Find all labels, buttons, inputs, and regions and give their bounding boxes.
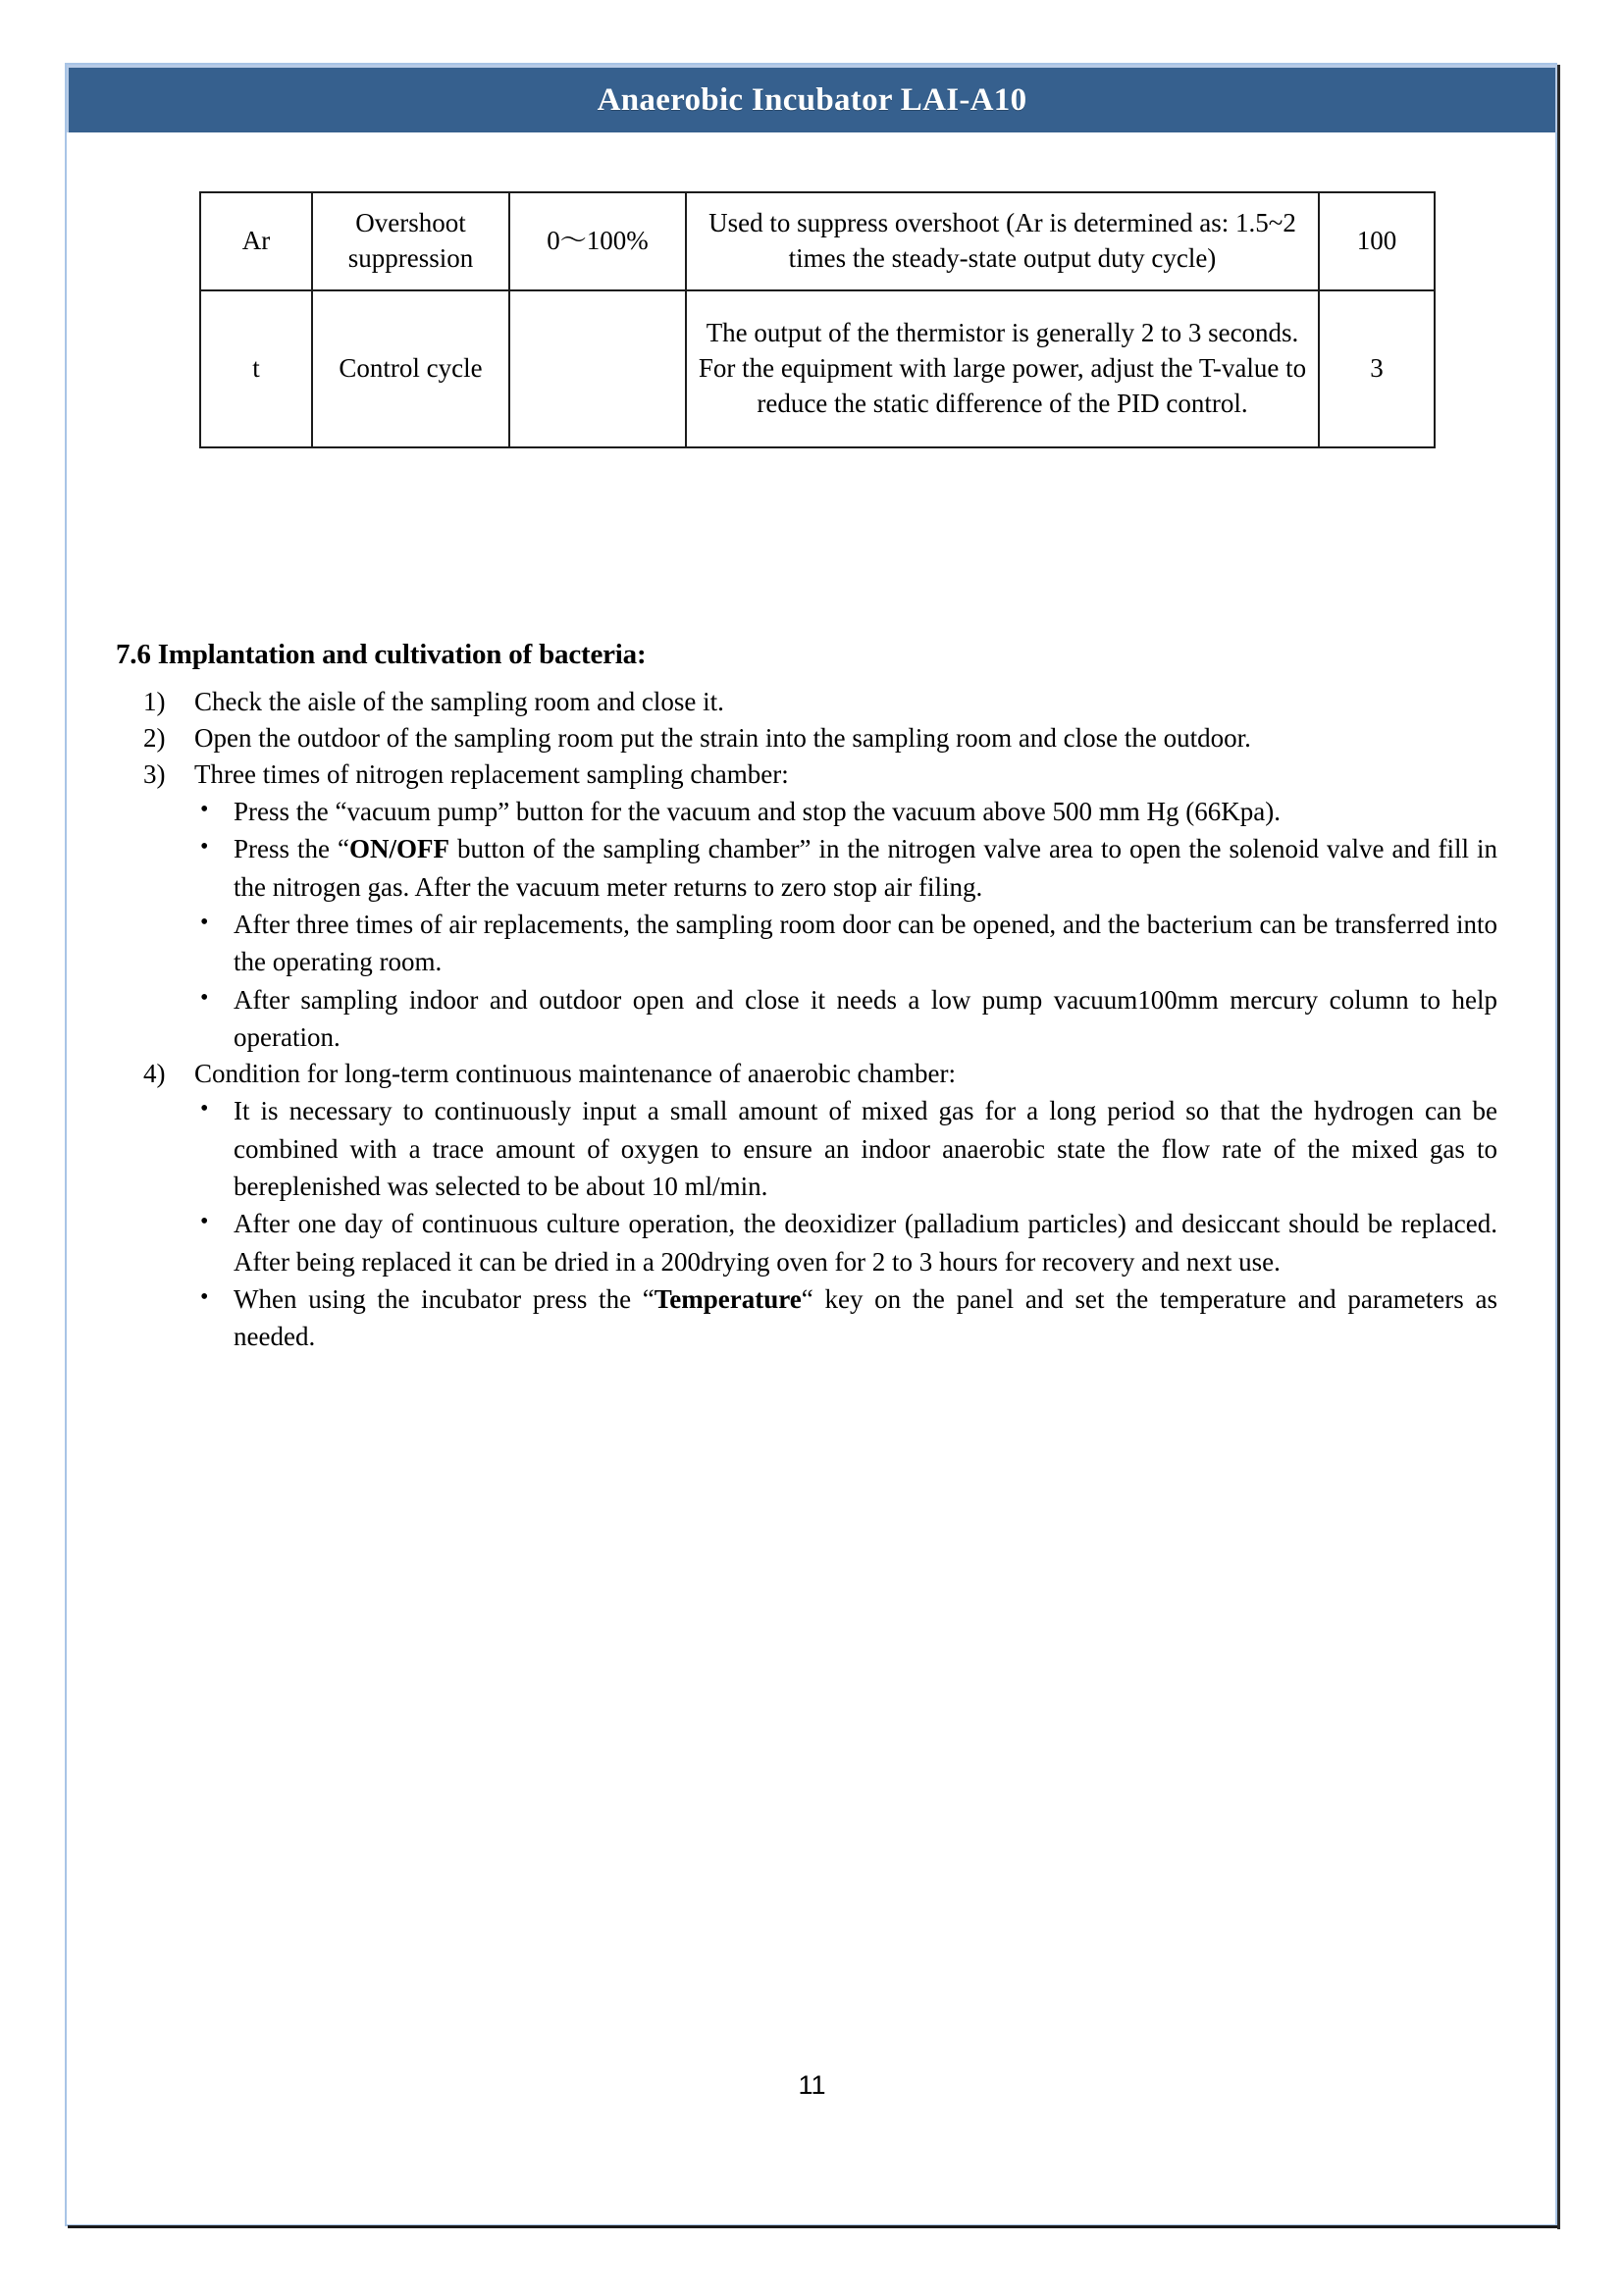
bullet-text-lead: After sampling indoor and outdoor open and close it needs a low pump vacuum100mm mercury column to help operation. — [234, 984, 1497, 1052]
page-content — [67, 132, 1557, 2226]
bullet-item-text — [234, 1092, 1497, 1205]
list-item-marker: 3) — [143, 758, 166, 789]
bullet-item — [194, 1205, 1497, 1280]
document-title: Anaerobic Incubator LAI-A10 — [597, 81, 1027, 118]
list-item — [143, 1056, 1497, 1092]
bullet-item-text — [234, 1205, 1497, 1280]
page-border-right-edge — [1557, 65, 1560, 2229]
bullet-dot-icon: • — [200, 909, 209, 935]
cell-range: 0〜100% — [509, 192, 686, 290]
list-item-text: Open the outdoor of the sampling room put the strain into the sampling room and close the outdoor. — [194, 722, 1251, 753]
bullet-text-emphasis: ON/OFF — [349, 834, 450, 864]
cell-name: Overshoot suppression — [312, 192, 509, 290]
list-item-text: Condition for long-term continuous maintenance of anaerobic chamber: — [194, 1059, 956, 1089]
cell-range — [509, 290, 686, 447]
bullet-item-text — [234, 981, 1497, 1057]
sub-bullet-list — [194, 793, 1497, 1056]
bullet-item — [194, 981, 1497, 1057]
cell-name: Control cycle — [312, 290, 509, 447]
cell-default: 3 — [1319, 290, 1435, 447]
cell-default: 100 — [1319, 192, 1435, 290]
bullet-item-text — [234, 1280, 1497, 1356]
bullet-text-lead: When using the incubator press the “ — [234, 1283, 655, 1314]
bullet-dot-icon: • — [200, 834, 209, 861]
list-item — [143, 756, 1497, 793]
list-item-marker: 4) — [143, 1059, 166, 1089]
bullet-text-tail: “ key on the panel and set the temperature and parameters as needed. — [234, 1283, 1497, 1352]
list-item-text: Check the aisle of the sampling room and close it. — [194, 687, 724, 716]
cell-description: Used to suppress overshoot (Ar is determined as: 1.5~2 times the steady-state output duty cycle) — [686, 192, 1319, 290]
bullet-item — [194, 1280, 1497, 1356]
bullet-dot-icon: • — [200, 1209, 209, 1235]
bullet-dot-icon: • — [200, 796, 209, 822]
list-item-marker: 1) — [143, 687, 166, 716]
procedure-list — [143, 684, 1497, 1356]
list-item — [143, 720, 1497, 756]
bullet-dot-icon: • — [200, 1283, 209, 1310]
bullet-text-lead: It is necessary to continuously input a small amount of mixed gas for a long period so that the hydrogen can be combined with a trace amount of oxygen to ensure an indoor anaerobic state the flow rate of the mixed gas to bereplenished was selected to be about 10 ml/min. — [234, 1096, 1497, 1201]
bullet-item — [194, 1092, 1497, 1205]
table-row — [200, 192, 1435, 290]
table-row — [200, 290, 1435, 447]
section-heading: 7.6 Implantation and cultivation of bacteria: — [116, 639, 647, 670]
list-item-marker: 2) — [143, 722, 166, 753]
bullet-item — [194, 793, 1497, 830]
bullet-item — [194, 830, 1497, 906]
bullet-item-text — [234, 793, 1497, 830]
cell-symbol: Ar — [200, 192, 312, 290]
bullet-text-emphasis: Temperature — [654, 1283, 802, 1314]
bullet-dot-icon: • — [200, 984, 209, 1011]
page-number: 11 — [798, 2070, 826, 2100]
sub-bullet-list — [194, 1092, 1497, 1355]
pid-parameter-table — [199, 191, 1436, 448]
bullet-item-text — [234, 906, 1497, 981]
bullet-text-lead: After three times of air replacements, the sampling room door can be opened, and the bacterium can be transferred into the operating room. — [234, 909, 1497, 977]
cell-description: The output of the thermistor is generally 2 to 3 seconds. For the equipment with large power, adjust the T-value to reduce the static difference of the PID control. — [686, 290, 1319, 447]
bullet-dot-icon: • — [200, 1096, 209, 1122]
bullet-item — [194, 906, 1497, 981]
bullet-text-lead: Press the “vacuum pump” button for the vacuum and stop the vacuum above 500 mm Hg (66Kpa). — [234, 796, 1282, 826]
cell-symbol: t — [200, 290, 312, 447]
list-item-text: Three times of nitrogen replacement sampling chamber: — [194, 758, 789, 789]
list-item — [143, 684, 1497, 720]
bullet-text-lead: After one day of continuous culture operation, the deoxidizer (palladium particles) and desiccant should be replaced. After being replaced it can be dried in a 200drying oven for 2 to 3 hours for recovery and next use. — [234, 1209, 1497, 1277]
bullet-item-text — [234, 830, 1497, 906]
document-header-banner — [67, 65, 1557, 132]
bullet-text-lead: Press the “ — [234, 834, 350, 864]
bullet-text-tail: button of the sampling chamber” in the nitrogen valve area to open the solenoid valve and fill in the nitrogen gas. After the vacuum meter returns to zero stop air filing. — [234, 834, 1497, 902]
